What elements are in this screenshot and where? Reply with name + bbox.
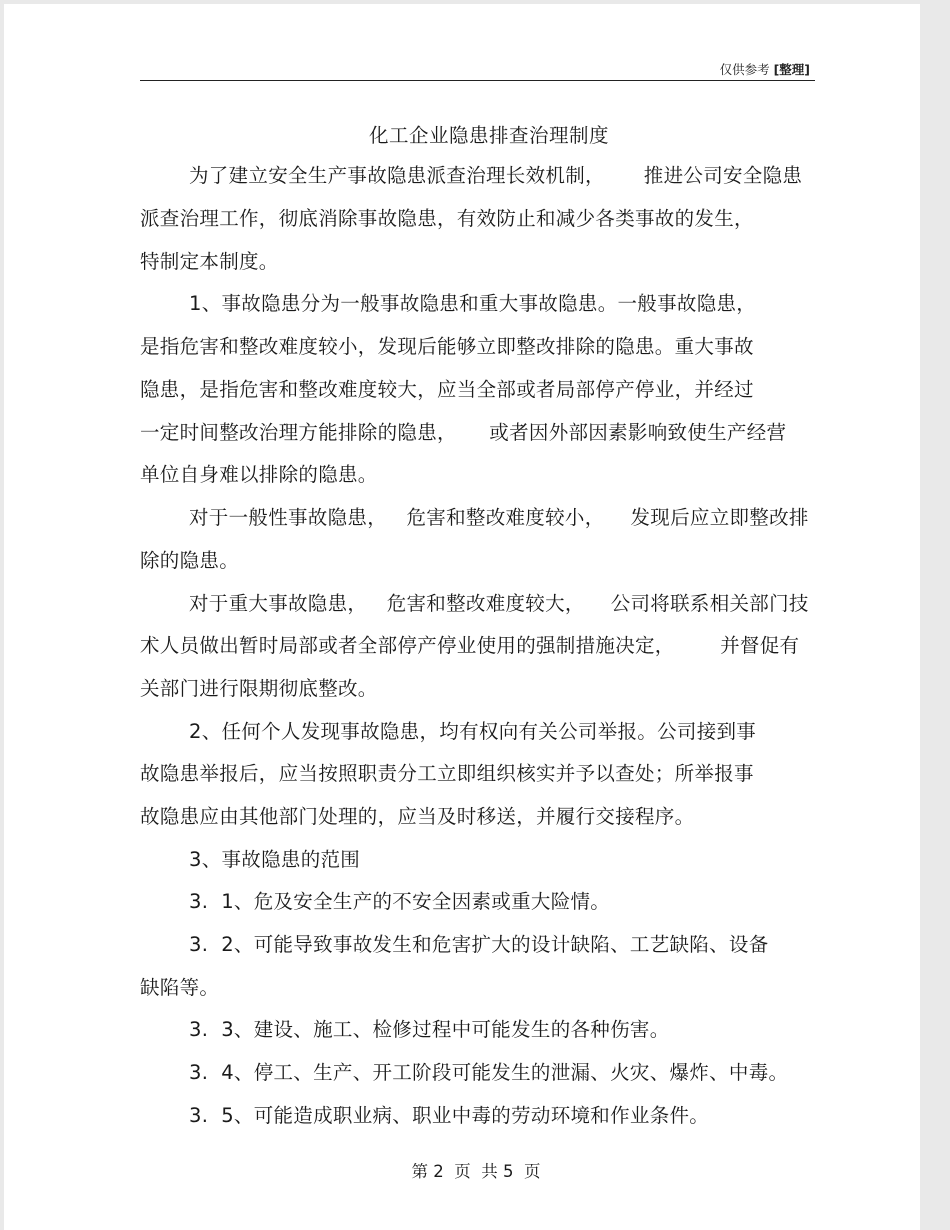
body-line: 隐患，是指危害和整改难度较大，应当全部或者局部停产停业，并经过 [140,378,754,401]
body-line: 为了建立安全生产事故隐患派查治理长效机制， 推进公司安全隐患 [189,164,803,187]
body-line: 除的隐患。 [140,549,240,572]
body-line: 是指危害和整改难度较小，发现后能够立即整改排除的隐患。重大事故 [140,335,754,358]
body-line: 术人员做出暂时局部或者全部停产停业使用的强制措施决定， 并督促有 [140,634,800,657]
header-rule [140,80,815,81]
body-line: 3. 4、停工、生产、开工阶段可能发生的泄漏、火灾、爆炸、中毒。 [189,1061,789,1084]
body-line: 对于一般性事故隐患， 危害和整改难度较小， 发现后应立即整改排 [189,506,809,529]
body-line: 一定时间整改治理方能排除的隐患， 或者因外部因素影响致使生产经营 [140,421,787,444]
header-note-bold: [整理] [773,62,810,77]
page-number: 第 2 页 共 5 页 [411,1162,541,1181]
body-line: 2、任何个人发现事故隐患，均有权向有关公司举报。公司接到事 [189,720,757,743]
body-line: 缺陷等。 [140,976,220,999]
header-note [720,60,810,78]
body-line: 故隐患举报后，应当按照职责分工立即组织核实并予以查处；所举报事 [140,762,754,785]
body-line: 关部门进行限期彻底整改。 [140,677,378,700]
body-line: 3. 5、可能造成职业病、职业中毒的劳动环境和作业条件。 [189,1104,710,1127]
header-note-text: 仅供参考 [719,62,770,77]
document-page [4,4,920,1230]
body-line: 3. 2、可能导致事故发生和危害扩大的设计缺陷、工艺缺陷、设备 [189,933,769,956]
body-line: 故隐患应由其他部门处理的，应当及时移送，并履行交接程序。 [140,805,695,828]
body-line: 3、事故隐患的范围 [189,848,361,871]
body-line: 3. 3、建设、施工、检修过程中可能发生的各种伤害。 [189,1018,670,1041]
body-line: 对于重大事故隐患， 危害和整改难度较大， 公司将联系相关部门技 [189,592,809,615]
body-line: 3. 1、危及安全生产的不安全因素或重大险情。 [189,890,611,913]
body-line: 特制定本制度。 [140,250,279,273]
body-line: 1、事故隐患分为一般事故隐患和重大事故隐患。一般事故隐患， [189,292,757,315]
body-line: 单位自身难以排除的隐患。 [140,463,378,486]
document-title: 化工企业隐患排查治理制度 [368,124,609,147]
body-line: 派查治理工作，彻底消除事故隐患，有效防止和减少各类事故的发生， [140,207,754,230]
